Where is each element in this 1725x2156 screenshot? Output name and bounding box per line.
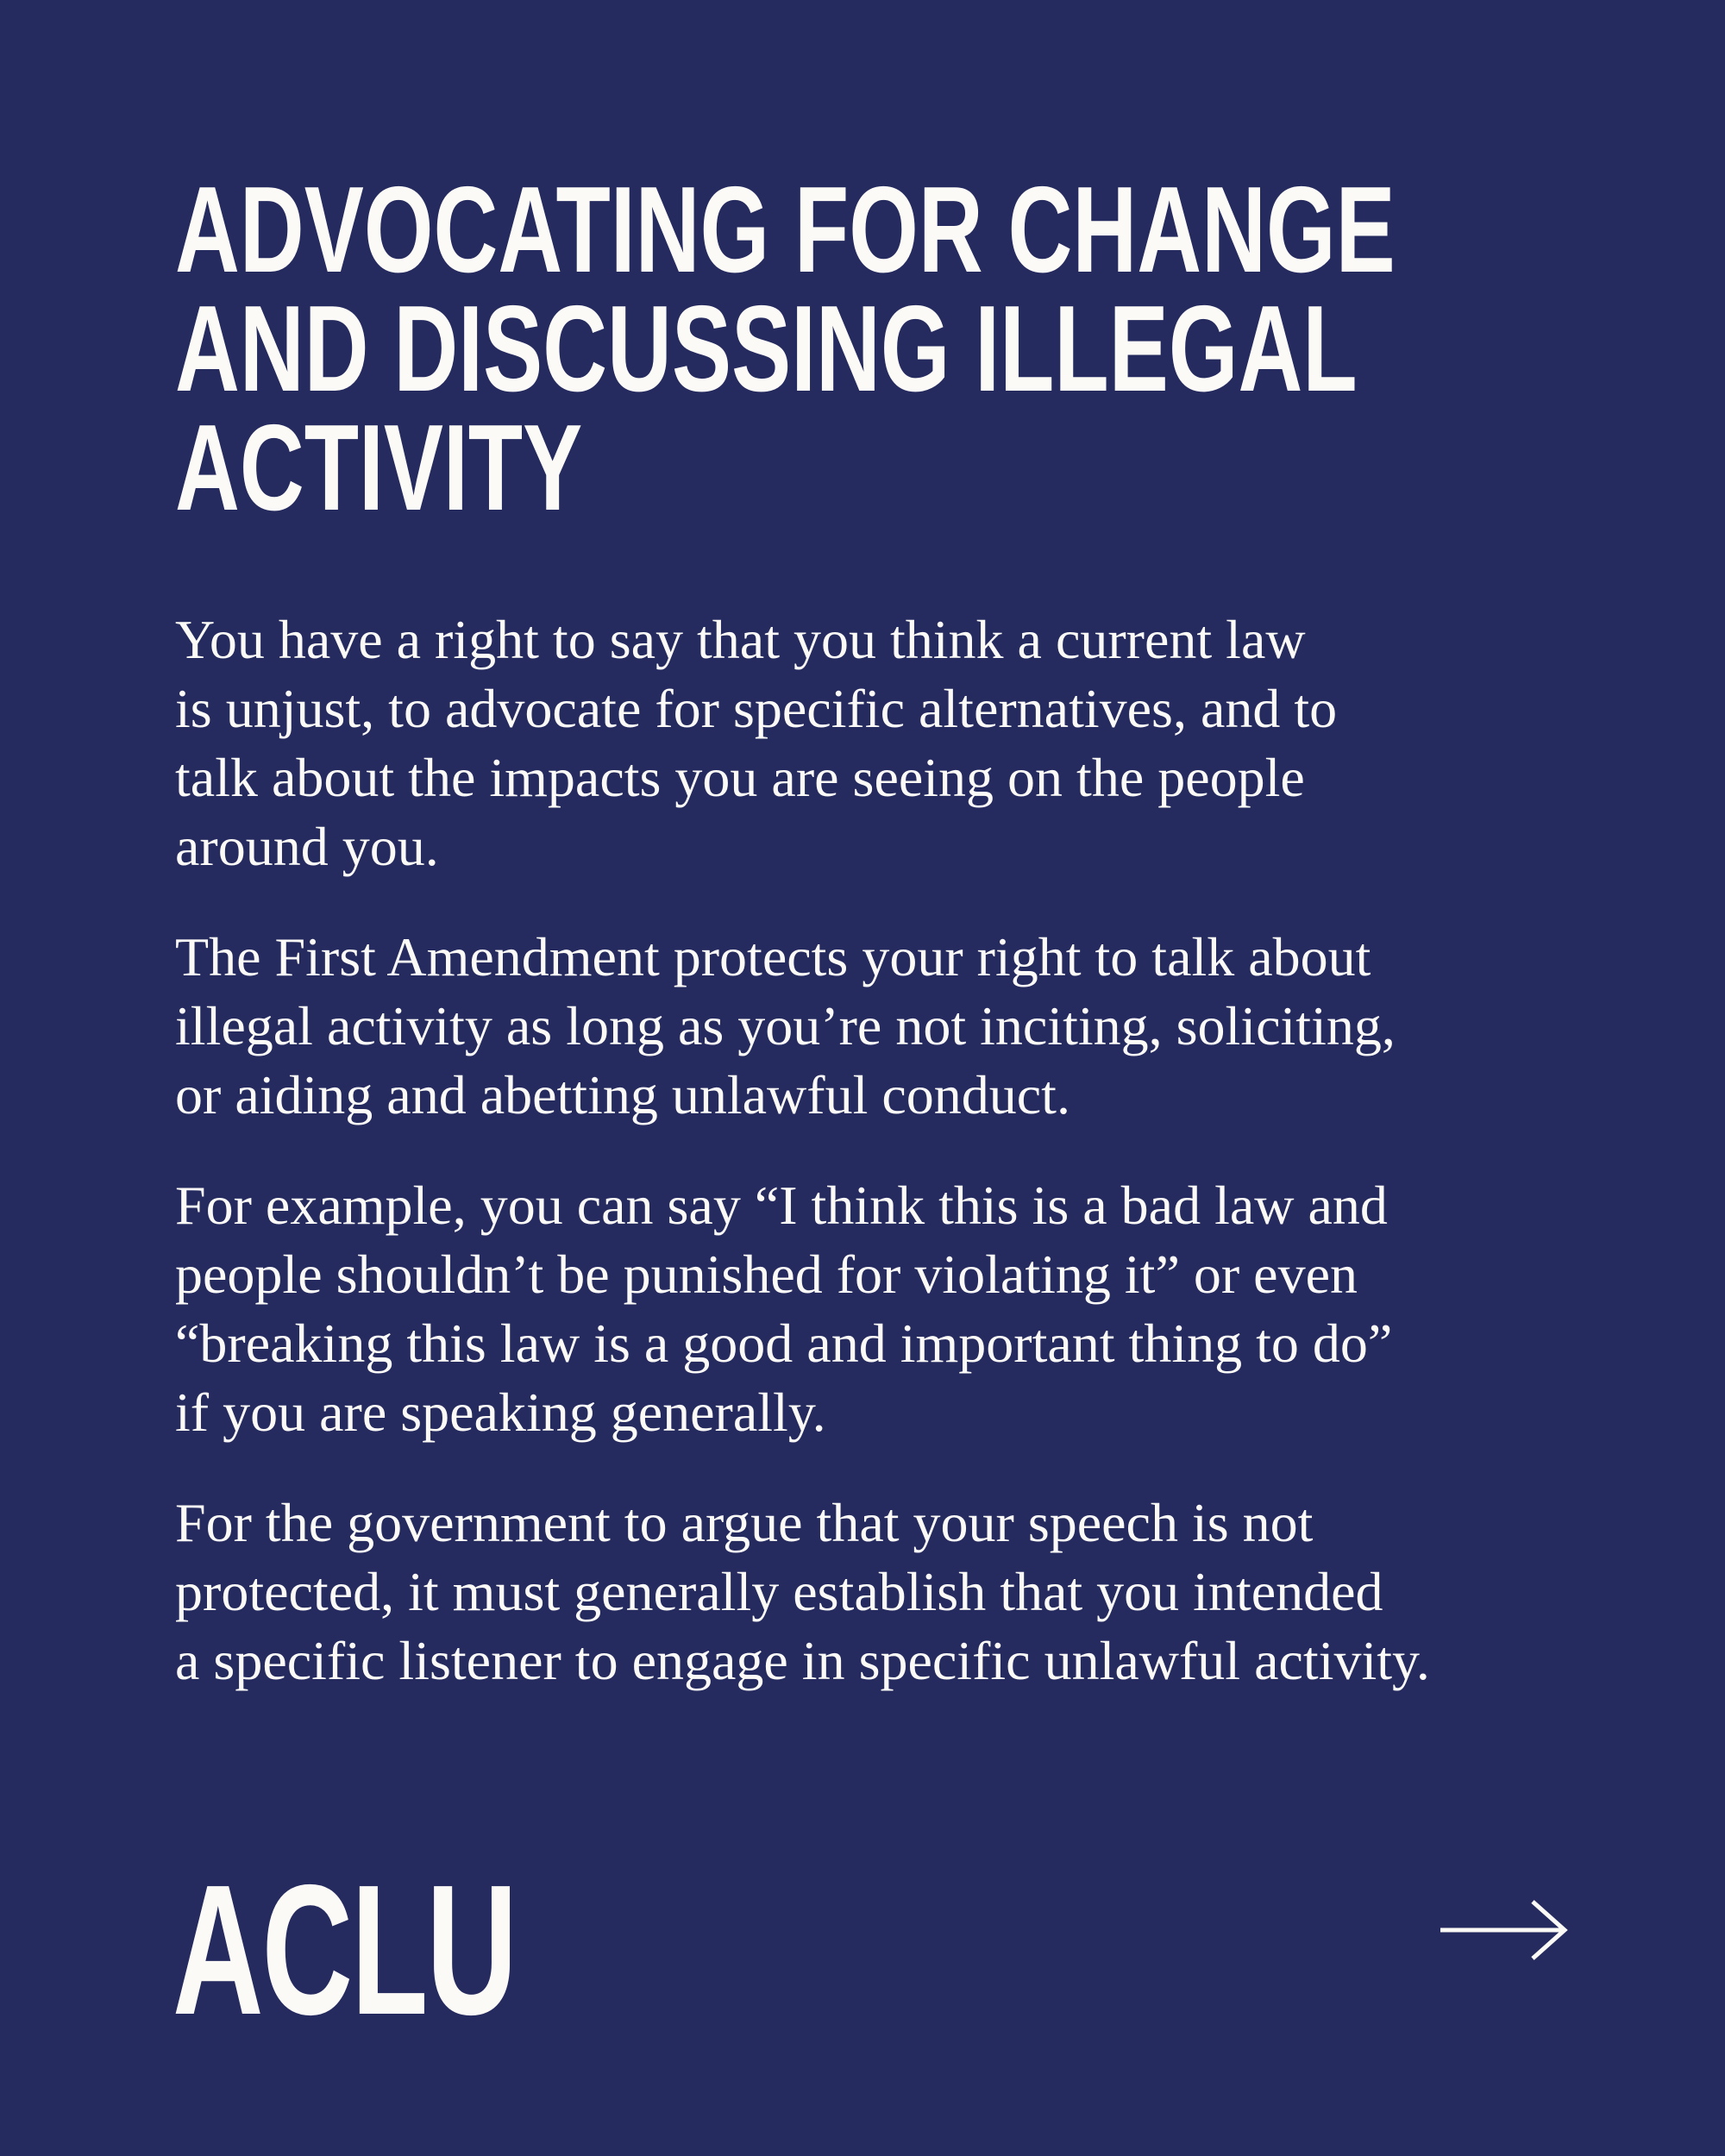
paragraph-4-line: protected, it must generally establish that you intended	[175, 1561, 1383, 1622]
arrow-right-icon[interactable]	[1439, 1900, 1570, 1962]
paragraph-2	[175, 923, 1430, 1130]
paragraph-1-line: is unjust, to advocate for specific alternatives, and to	[175, 678, 1338, 739]
paragraph-2-line: or aiding and abetting unlawful conduct.	[175, 1064, 1070, 1125]
paragraph-4	[175, 1489, 1430, 1695]
paragraph-3-line: people shouldn’t be punished for violating it” or even	[175, 1244, 1358, 1305]
title-line-2: AND DISCUSSING ILLEGAL	[175, 280, 1358, 417]
title-line-3: ACTIVITY	[175, 399, 583, 536]
paragraph-3-line: For example, you can say “I think this is a bad law and	[175, 1175, 1388, 1236]
paragraph-2-line: illegal activity as long as you’re not inciting, soliciting,	[175, 995, 1396, 1056]
page-title	[175, 161, 1396, 536]
paragraph-1-line: You have a right to say that you think a current law	[175, 609, 1306, 670]
paragraph-2-line: The First Amendment protects your right to talk about	[175, 926, 1371, 987]
paragraph-4-line: For the government to argue that your speech is not	[175, 1492, 1314, 1553]
paragraph-1-line: around you.	[175, 816, 439, 877]
paragraph-3-line: “breaking this law is a good and important thing to do”	[175, 1313, 1393, 1374]
paragraph-1	[175, 605, 1430, 881]
paragraph-1-line: talk about the impacts you are seeing on the people	[175, 747, 1305, 808]
paragraph-3-line: if you are speaking generally.	[175, 1382, 826, 1443]
title-line-1: ADVOCATING FOR CHANGE	[175, 161, 1396, 298]
paragraph-3	[175, 1171, 1430, 1447]
paragraph-4-line: a specific listener to engage in specific unlawful activity.	[175, 1630, 1430, 1691]
aclu-logo: ACLU	[172, 1846, 516, 2053]
body-text	[175, 605, 1430, 1737]
